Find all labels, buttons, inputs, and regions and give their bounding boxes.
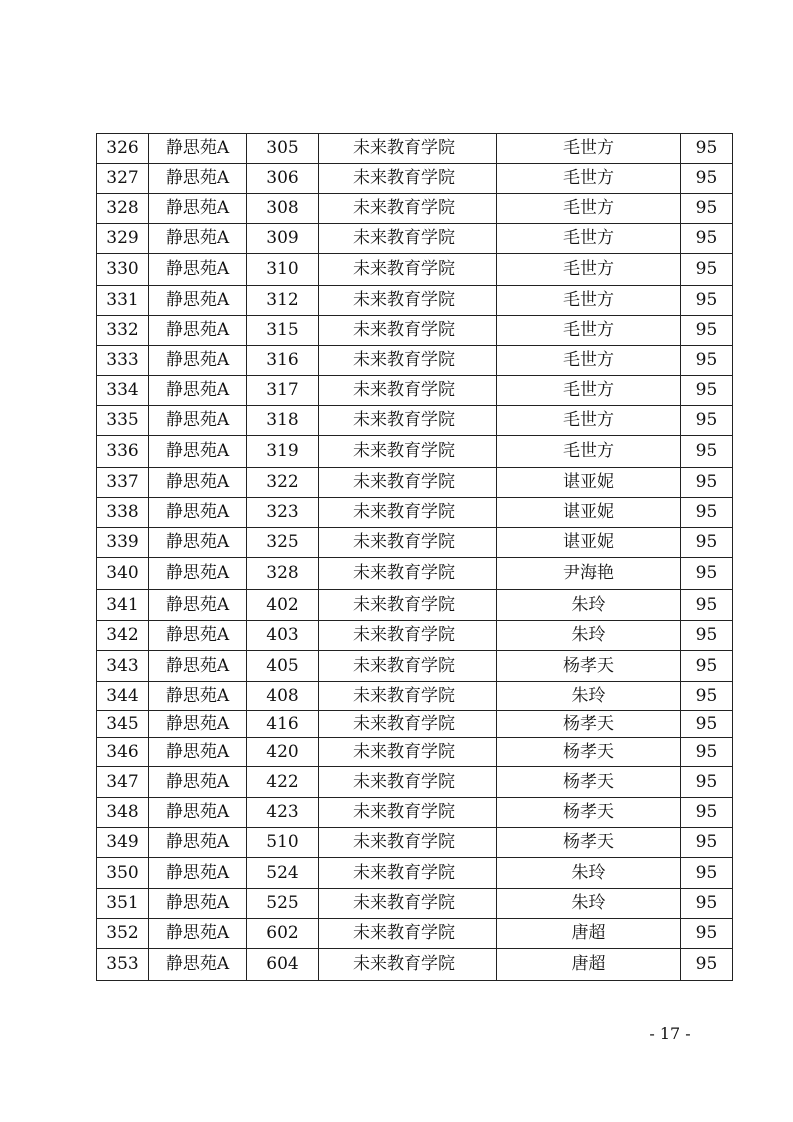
- room-number-cell: 316: [247, 346, 319, 376]
- college-cell: 未来教育学院: [319, 134, 497, 164]
- table-row: [97, 498, 733, 528]
- person-name-cell: 唐超: [497, 949, 681, 981]
- row-number-cell: 353: [97, 949, 149, 981]
- table-row: [97, 406, 733, 436]
- college-cell: 未来教育学院: [319, 621, 497, 651]
- row-number-cell: 340: [97, 558, 149, 590]
- score-cell: 95: [681, 528, 733, 558]
- row-number-cell: 331: [97, 286, 149, 316]
- table-body: [97, 134, 733, 981]
- building-cell: 静思苑A: [149, 590, 247, 621]
- room-number-cell: 405: [247, 651, 319, 682]
- row-number-cell: 337: [97, 468, 149, 498]
- row-number-cell: 327: [97, 164, 149, 194]
- row-number-cell: 346: [97, 738, 149, 767]
- building-cell: 静思苑A: [149, 436, 247, 468]
- row-number-cell: 339: [97, 528, 149, 558]
- score-cell: 95: [681, 224, 733, 254]
- table-row: [97, 316, 733, 346]
- college-cell: 未来教育学院: [319, 468, 497, 498]
- building-cell: 静思苑A: [149, 858, 247, 889]
- college-cell: 未来教育学院: [319, 767, 497, 798]
- row-number-cell: 333: [97, 346, 149, 376]
- table-row: [97, 621, 733, 651]
- row-number-cell: 335: [97, 406, 149, 436]
- room-number-cell: 322: [247, 468, 319, 498]
- person-name-cell: 杨孝天: [497, 798, 681, 828]
- table-row: [97, 376, 733, 406]
- row-number-cell: 347: [97, 767, 149, 798]
- room-number-cell: 310: [247, 254, 319, 286]
- person-name-cell: 杨孝天: [497, 828, 681, 858]
- score-cell: 95: [681, 738, 733, 767]
- building-cell: 静思苑A: [149, 164, 247, 194]
- person-name-cell: 谌亚妮: [497, 528, 681, 558]
- room-number-cell: 525: [247, 889, 319, 919]
- table-row: [97, 590, 733, 621]
- room-number-cell: 604: [247, 949, 319, 981]
- person-name-cell: 毛世方: [497, 254, 681, 286]
- row-number-cell: 344: [97, 682, 149, 711]
- building-cell: 静思苑A: [149, 949, 247, 981]
- college-cell: 未来教育学院: [319, 651, 497, 682]
- room-number-cell: 422: [247, 767, 319, 798]
- college-cell: 未来教育学院: [319, 498, 497, 528]
- row-number-cell: 352: [97, 919, 149, 949]
- building-cell: 静思苑A: [149, 254, 247, 286]
- person-name-cell: 唐超: [497, 919, 681, 949]
- room-number-cell: 408: [247, 682, 319, 711]
- score-cell: 95: [681, 711, 733, 738]
- table-row: [97, 286, 733, 316]
- score-cell: 95: [681, 858, 733, 889]
- score-cell: 95: [681, 346, 733, 376]
- building-cell: 静思苑A: [149, 828, 247, 858]
- room-number-cell: 317: [247, 376, 319, 406]
- college-cell: 未来教育学院: [319, 346, 497, 376]
- room-number-cell: 318: [247, 406, 319, 436]
- building-cell: 静思苑A: [149, 406, 247, 436]
- room-number-cell: 315: [247, 316, 319, 346]
- score-cell: 95: [681, 889, 733, 919]
- row-number-cell: 336: [97, 436, 149, 468]
- room-number-cell: 423: [247, 798, 319, 828]
- score-cell: 95: [681, 590, 733, 621]
- score-cell: 95: [681, 558, 733, 590]
- room-number-cell: 312: [247, 286, 319, 316]
- table-row: [97, 767, 733, 798]
- room-number-cell: 416: [247, 711, 319, 738]
- room-number-cell: 319: [247, 436, 319, 468]
- college-cell: 未来教育学院: [319, 590, 497, 621]
- row-number-cell: 326: [97, 134, 149, 164]
- score-cell: 95: [681, 436, 733, 468]
- table-row: [97, 738, 733, 767]
- score-cell: 95: [681, 767, 733, 798]
- row-number-cell: 348: [97, 798, 149, 828]
- person-name-cell: 谌亚妮: [497, 498, 681, 528]
- college-cell: 未来教育学院: [319, 558, 497, 590]
- person-name-cell: 杨孝天: [497, 767, 681, 798]
- score-cell: 95: [681, 682, 733, 711]
- row-number-cell: 349: [97, 828, 149, 858]
- person-name-cell: 朱玲: [497, 590, 681, 621]
- table-row: [97, 436, 733, 468]
- table-row: [97, 798, 733, 828]
- person-name-cell: 毛世方: [497, 436, 681, 468]
- row-number-cell: 329: [97, 224, 149, 254]
- person-name-cell: 朱玲: [497, 682, 681, 711]
- score-cell: 95: [681, 134, 733, 164]
- college-cell: 未来教育学院: [319, 682, 497, 711]
- college-cell: 未来教育学院: [319, 711, 497, 738]
- room-number-cell: 402: [247, 590, 319, 621]
- table-row: [97, 254, 733, 286]
- page-number: - 17 -: [649, 1024, 691, 1043]
- score-cell: 95: [681, 919, 733, 949]
- score-cell: 95: [681, 194, 733, 224]
- table-row: [97, 682, 733, 711]
- room-number-cell: 602: [247, 919, 319, 949]
- person-name-cell: 杨孝天: [497, 711, 681, 738]
- college-cell: 未来教育学院: [319, 406, 497, 436]
- building-cell: 静思苑A: [149, 194, 247, 224]
- building-cell: 静思苑A: [149, 889, 247, 919]
- table-row: [97, 558, 733, 590]
- person-name-cell: 毛世方: [497, 224, 681, 254]
- room-number-cell: 328: [247, 558, 319, 590]
- score-cell: 95: [681, 621, 733, 651]
- score-cell: 95: [681, 316, 733, 346]
- college-cell: 未来教育学院: [319, 828, 497, 858]
- table-row: [97, 164, 733, 194]
- room-number-cell: 306: [247, 164, 319, 194]
- college-cell: 未来教育学院: [319, 858, 497, 889]
- college-cell: 未来教育学院: [319, 254, 497, 286]
- score-cell: 95: [681, 498, 733, 528]
- college-cell: 未来教育学院: [319, 798, 497, 828]
- table-row: [97, 828, 733, 858]
- building-cell: 静思苑A: [149, 651, 247, 682]
- table-row: [97, 858, 733, 889]
- college-cell: 未来教育学院: [319, 738, 497, 767]
- score-cell: 95: [681, 164, 733, 194]
- row-number-cell: 342: [97, 621, 149, 651]
- college-cell: 未来教育学院: [319, 436, 497, 468]
- row-number-cell: 351: [97, 889, 149, 919]
- table-row: [97, 468, 733, 498]
- row-number-cell: 334: [97, 376, 149, 406]
- building-cell: 静思苑A: [149, 738, 247, 767]
- dormitory-score-table: [96, 133, 733, 981]
- college-cell: 未来教育学院: [319, 224, 497, 254]
- building-cell: 静思苑A: [149, 316, 247, 346]
- building-cell: 静思苑A: [149, 711, 247, 738]
- row-number-cell: 345: [97, 711, 149, 738]
- row-number-cell: 341: [97, 590, 149, 621]
- building-cell: 静思苑A: [149, 558, 247, 590]
- table-row: [97, 889, 733, 919]
- building-cell: 静思苑A: [149, 376, 247, 406]
- score-cell: 95: [681, 828, 733, 858]
- table-row: [97, 651, 733, 682]
- building-cell: 静思苑A: [149, 682, 247, 711]
- score-cell: 95: [681, 651, 733, 682]
- person-name-cell: 杨孝天: [497, 651, 681, 682]
- score-cell: 95: [681, 798, 733, 828]
- person-name-cell: 朱玲: [497, 858, 681, 889]
- building-cell: 静思苑A: [149, 798, 247, 828]
- table-row: [97, 528, 733, 558]
- room-number-cell: 510: [247, 828, 319, 858]
- room-number-cell: 524: [247, 858, 319, 889]
- building-cell: 静思苑A: [149, 528, 247, 558]
- building-cell: 静思苑A: [149, 767, 247, 798]
- room-number-cell: 403: [247, 621, 319, 651]
- room-number-cell: 309: [247, 224, 319, 254]
- building-cell: 静思苑A: [149, 498, 247, 528]
- table-row: [97, 346, 733, 376]
- building-cell: 静思苑A: [149, 286, 247, 316]
- college-cell: 未来教育学院: [319, 949, 497, 981]
- score-cell: 95: [681, 254, 733, 286]
- table-row: [97, 711, 733, 738]
- building-cell: 静思苑A: [149, 134, 247, 164]
- room-number-cell: 308: [247, 194, 319, 224]
- table-row: [97, 194, 733, 224]
- college-cell: 未来教育学院: [319, 919, 497, 949]
- person-name-cell: 毛世方: [497, 134, 681, 164]
- college-cell: 未来教育学院: [319, 164, 497, 194]
- building-cell: 静思苑A: [149, 468, 247, 498]
- college-cell: 未来教育学院: [319, 889, 497, 919]
- building-cell: 静思苑A: [149, 346, 247, 376]
- building-cell: 静思苑A: [149, 621, 247, 651]
- table-row: [97, 134, 733, 164]
- person-name-cell: 毛世方: [497, 316, 681, 346]
- room-number-cell: 420: [247, 738, 319, 767]
- person-name-cell: 毛世方: [497, 346, 681, 376]
- row-number-cell: 338: [97, 498, 149, 528]
- person-name-cell: 毛世方: [497, 376, 681, 406]
- person-name-cell: 谌亚妮: [497, 468, 681, 498]
- row-number-cell: 332: [97, 316, 149, 346]
- score-cell: 95: [681, 468, 733, 498]
- row-number-cell: 350: [97, 858, 149, 889]
- person-name-cell: 尹海艳: [497, 558, 681, 590]
- row-number-cell: 343: [97, 651, 149, 682]
- person-name-cell: 毛世方: [497, 286, 681, 316]
- college-cell: 未来教育学院: [319, 286, 497, 316]
- row-number-cell: 328: [97, 194, 149, 224]
- building-cell: 静思苑A: [149, 224, 247, 254]
- score-cell: 95: [681, 949, 733, 981]
- room-number-cell: 305: [247, 134, 319, 164]
- college-cell: 未来教育学院: [319, 316, 497, 346]
- person-name-cell: 毛世方: [497, 406, 681, 436]
- college-cell: 未来教育学院: [319, 376, 497, 406]
- table-row: [97, 919, 733, 949]
- score-cell: 95: [681, 286, 733, 316]
- room-number-cell: 325: [247, 528, 319, 558]
- person-name-cell: 朱玲: [497, 889, 681, 919]
- college-cell: 未来教育学院: [319, 194, 497, 224]
- table-row: [97, 224, 733, 254]
- building-cell: 静思苑A: [149, 919, 247, 949]
- college-cell: 未来教育学院: [319, 528, 497, 558]
- score-cell: 95: [681, 376, 733, 406]
- person-name-cell: 杨孝天: [497, 738, 681, 767]
- person-name-cell: 毛世方: [497, 164, 681, 194]
- room-number-cell: 323: [247, 498, 319, 528]
- person-name-cell: 毛世方: [497, 194, 681, 224]
- person-name-cell: 朱玲: [497, 621, 681, 651]
- row-number-cell: 330: [97, 254, 149, 286]
- score-cell: 95: [681, 406, 733, 436]
- table-row: [97, 949, 733, 981]
